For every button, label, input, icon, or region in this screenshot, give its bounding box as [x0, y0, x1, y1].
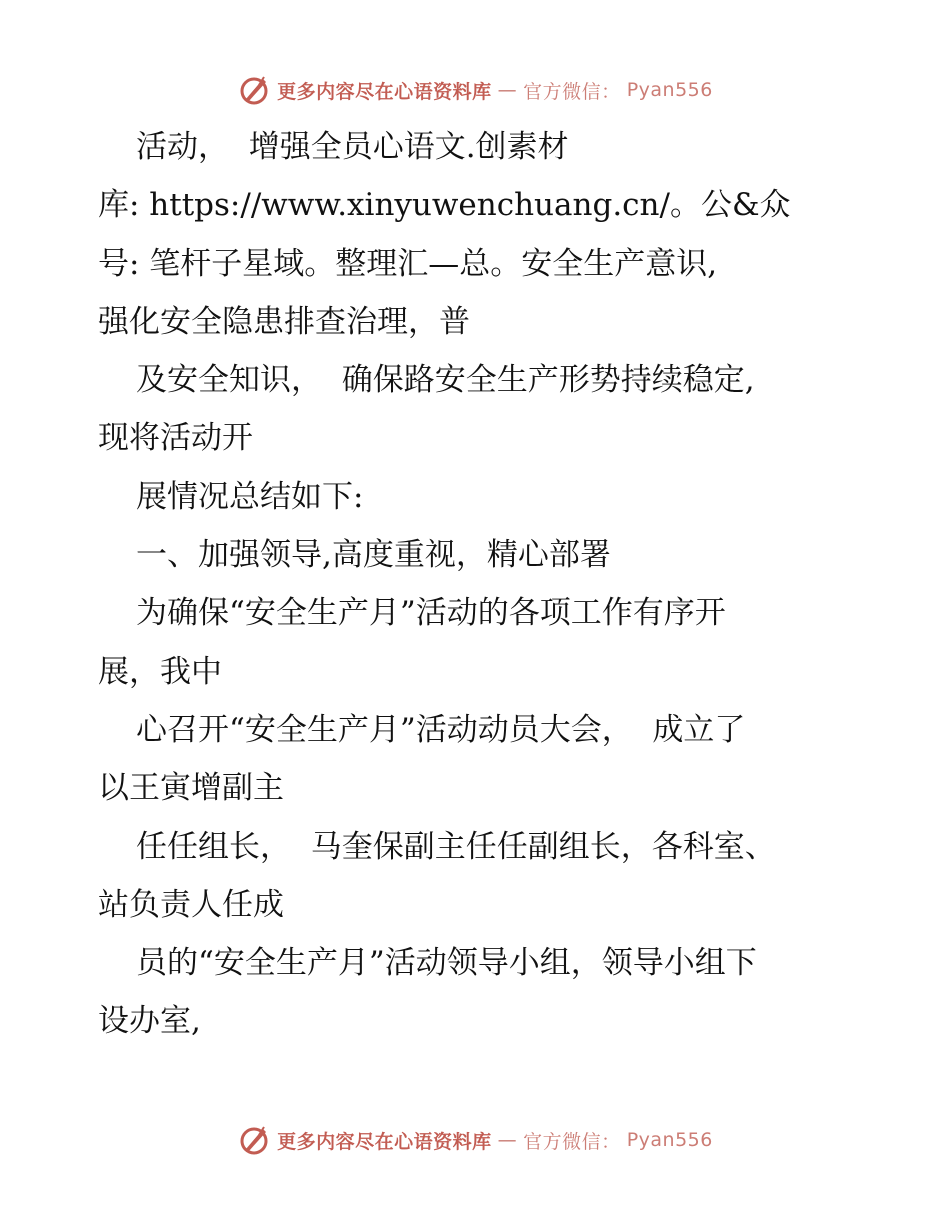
watermark-wechat-id: Pyan556: [626, 1129, 713, 1151]
body-line: 以王寅增副主: [98, 770, 284, 807]
watermark-wechat-label: 官方微信：: [523, 1130, 621, 1153]
quill-logo-icon: [237, 73, 271, 107]
watermark-separator: —: [497, 1129, 518, 1151]
body-line: 及安全知识， 确保路安全生产形势持续稳定,: [136, 362, 755, 399]
body-line: 为确保“安全生产月”活动的各项工作有序开: [136, 595, 726, 632]
watermark-main-text: 更多内容尽在心语资料库: [277, 1130, 492, 1153]
watermark-separator: —: [497, 79, 518, 101]
section-heading: 一、加强领导,高度重视，精心部署: [136, 537, 611, 574]
body-line: 任任组长， 马奎保副主任任副组长，各科室、: [136, 828, 776, 865]
body-line: 活动， 增强全员心语文.创素材: [136, 129, 569, 165]
body-line: 设办室,: [98, 1003, 201, 1040]
body-line: 展，我中: [98, 653, 222, 690]
watermark-main-text: 更多内容尽在心语资料库: [277, 80, 492, 103]
watermark-wechat-id: Pyan556: [626, 79, 713, 101]
body-line: 心召开“安全生产月”活动动员大会， 成立了: [136, 711, 746, 748]
watermark-wechat-label: 官方微信：: [523, 80, 621, 103]
body-line: 现将活动开: [98, 420, 253, 457]
body-line: 员的“安全生产月”活动领导小组，领导小组下: [136, 945, 757, 982]
document-body: [98, 118, 868, 1051]
body-line: 库: https://www.xinyuwenchuang.cn/。公&众: [98, 187, 791, 224]
body-line: 强化安全隐患排查治理，普: [98, 303, 470, 340]
body-line: 号: 笔杆子星域。整理汇—总。安全生产意识,: [98, 245, 718, 282]
footer-watermark: [0, 1118, 950, 1162]
body-line: 展情况总结如下:: [136, 478, 364, 515]
body-line: 站负责人任成: [98, 886, 284, 923]
header-watermark: [0, 68, 950, 112]
quill-logo-icon: [237, 1123, 271, 1157]
